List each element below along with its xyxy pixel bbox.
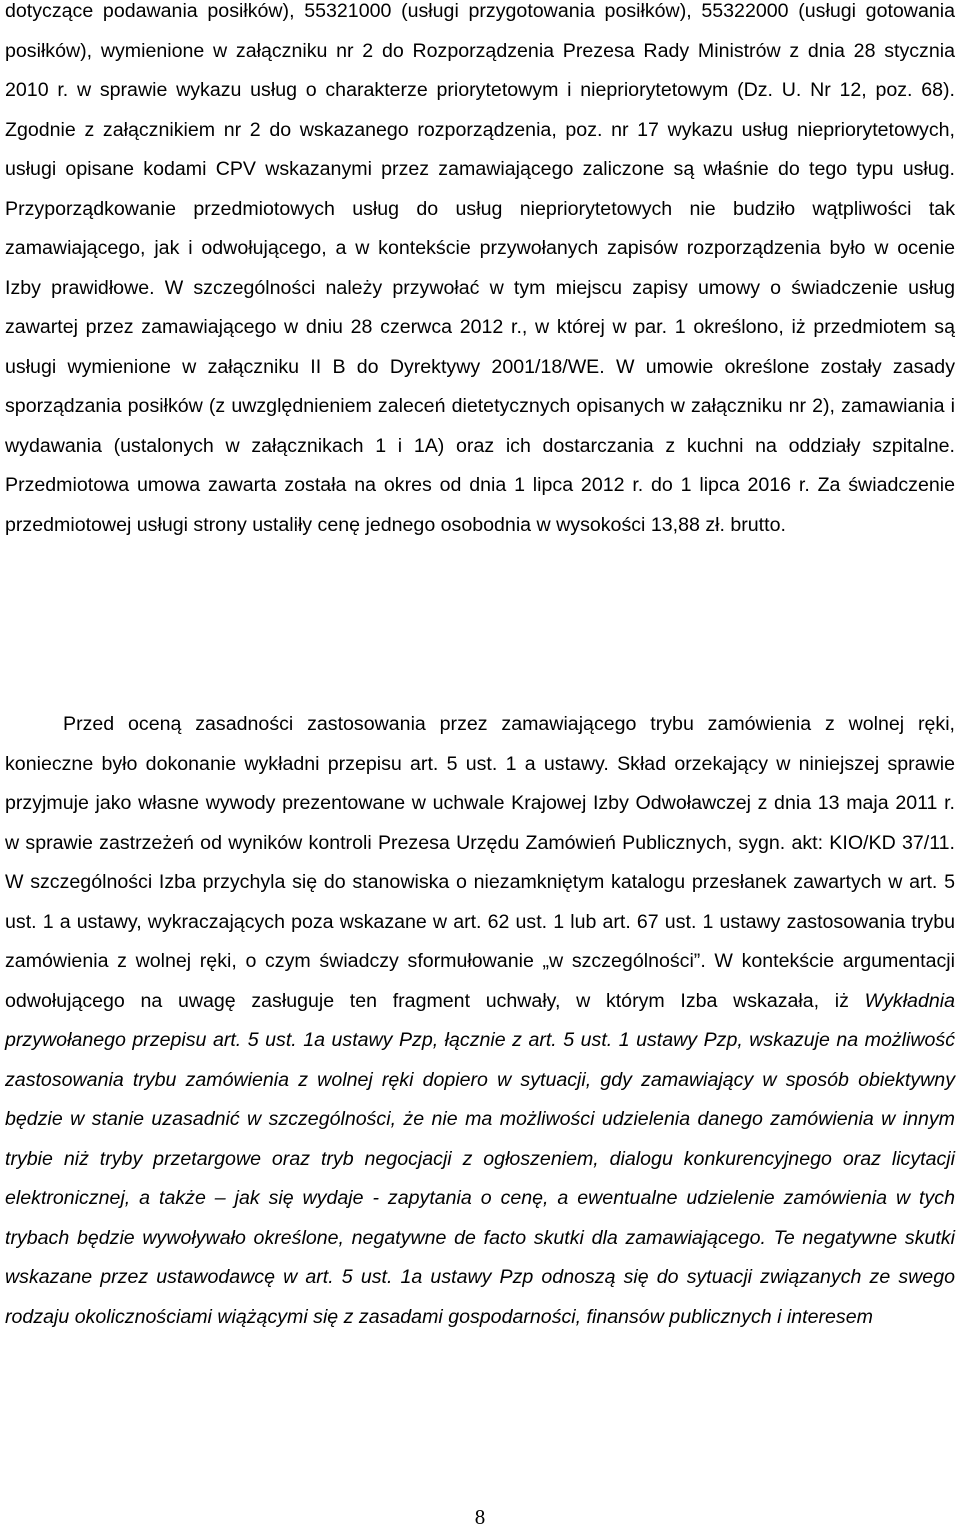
body-paragraph-2: [5, 705, 955, 1337]
page-number: 8: [474, 1505, 486, 1529]
paragraph-2-text: Przed oceną zasadności zastosowania przez zamawiającego trybu zamówienia z wolnej ręki, konieczne było dokonanie wykładni przepisu art. 5 ust. 1 a ustawy. Skład orzekający w niniejszej sprawie przyjmuje jako własne wywody prezentowane w uchwale Krajowej Izby Odwoławczej z dnia 13 maja 2011 r. w sprawie zastrzeżeń od wyników kontroli Prezesa Urzędu Zamówień Publicznych, sygn. akt: KIO/KD 37/11. W szczególności Izba przychyla się do stanowiska o niezamkniętym katalogu przesłanek zawartych w art. 5 ust. 1 a ustawy, wykraczających poza wskazane w art. 62 ust. 1 lub art. 67 ust. 1 ustawy zastosowania trybu zamówienia z wolnej ręki, o czym świadczy sformułowanie „w szczególności”. W kontekście argumentacji odwołującego na uwagę zasługuje ten fragment uchwały, w którym Izba wskazała, iż: [5, 713, 955, 1012]
body-paragraph-1: dotyczące podawania posiłków), 55321000 (usługi przygotowania posiłków), 55322000 (usługi gotowania posiłków), wymienione w załączniku nr 2 do Rozporządzenia Prezesa Rady Ministrów z dnia 28 stycznia 2010 r. w sprawie wykazu usług o charakterze priorytetowym i niepriorytetowym (Dz. U. Nr 12, poz. 68). Zgodnie z załącznikiem nr 2 do wskazanego rozporządzenia, poz. nr 17 wykazu usług niepriorytetowych, usługi opisane kodami CPV wskazanymi przez zamawiającego zaliczone są właśnie do tego typu usług. Przyporządkowanie przedmiotowych usług do usług niepriorytetowych nie budziło wątpliwości tak zamawiającego, jak i odwołującego, a w kontekście przywołanych zapisów rozporządzenia było w ocenie Izby prawidłowe. W szczególności należy przywołać w tym miejscu zapisy umowy o świadczenie usług zawartej przez zamawiającego w dniu 28 czerwca 2012 r., w której w par. 1 określono, iż przedmiotem są usługi wymienione w załączniku II B do Dyrektywy 2001/18/WE. W umowie określone zostały zasady sporządzania posiłków (z uwzględnieniem zaleceń dietetycznych opisanych w załączniku nr 2), zamawiania i wydawania (ustalonych w załącznikach 1 i 1A) oraz ich dostarczania z kuchni na oddziały szpitalne. Przedmiotowa umowa zawarta została na okres od dnia 1 lipca 2012 r. do 1 lipca 2016 r. Za świadczenie przedmiotowej usługi strony ustaliły cenę jednego osobodnia w wysokości 13,88 zł. brutto.: [5, 0, 955, 536]
quoted-resolution-excerpt: Wykładnia przywołanego przepisu art. 5 ust. 1a ustawy Pzp, łącznie z art. 5 ust. 1 ustawy Pzp, wskazuje na możliwość zastosowania trybu zamówienia z wolnej ręki dopiero w sytuacji, gdy zamawiający w sposób obiektywny będzie w stanie uzasadnić w szczególności, że nie ma możliwości udzielenia danego zamówienia w innym trybie niż tryby przetargowe oraz tryb negocjacji z ogłoszeniem, dialogu konkurencyjnego oraz licytacji elektronicznej, a także – jak się wydaje - zapytania o cenę, a ewentualne udzielenie zamówienia w tych trybach będzie wywoływało określone, negatywne de facto skutki dla zamawiającego. Te negatywne skutki wskazane przez ustawodawcę w art. 5 ust. 1a ustawy Pzp odnoszą się do sytuacji związanych ze swego rodzaju okolicznościami wiążącymi się z zasadami gospodarności, finansów publicznych i interesem: [5, 989, 955, 1328]
